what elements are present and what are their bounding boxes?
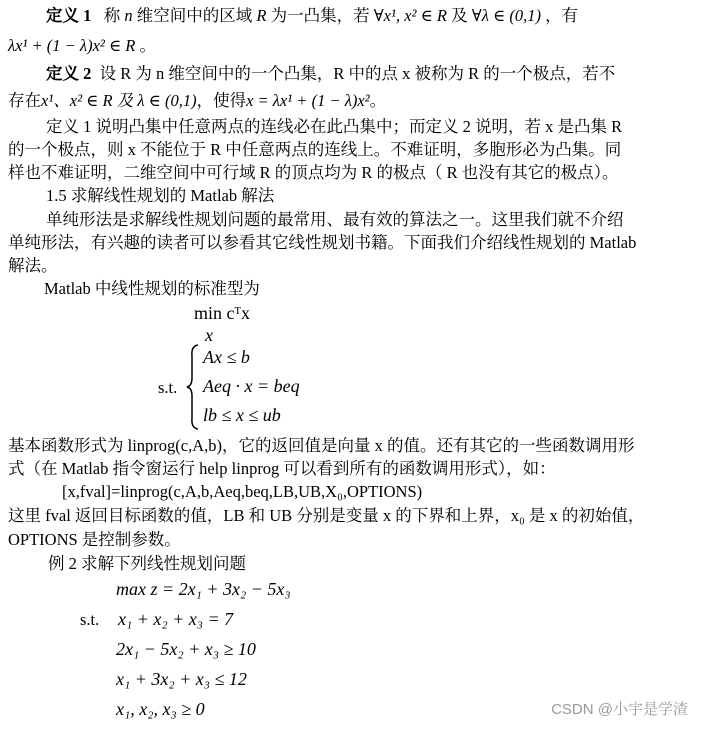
def1-text-c: 为一凸集，若 — [270, 6, 370, 25]
explain-line1: 定义 1 说明凸集中任意两点的连线必在此凸集中；而定义 2 说明，若 x 是凸集 R — [46, 117, 623, 136]
example-objective: max z = 2x₁ + 3x₂ − 5x₃ — [116, 579, 291, 599]
basic-line3: 这里 fval 返回目标函数的值，LB 和 UB 分别是变量 x 的下界和上界，x₀ 是 x 的初始值， — [8, 506, 645, 525]
watermark: CSDN @小宇是学渣 — [551, 701, 688, 718]
def2-line1 — [46, 66, 615, 83]
def1-end: 。 — [139, 36, 157, 55]
basic-code: [x,fval]=linprog(c,A,b,Aeq,beq,LB,UB,X₀,OPTIONS) — [62, 482, 423, 501]
def2-formula: x = λx¹ + (1 − λ)x² — [246, 91, 370, 110]
standard-objective: min cᵀx — [194, 303, 251, 323]
standard-c2: Aeq · x = beq — [203, 376, 300, 396]
explain-line2: 的一个极点，则 x 不能位于 R 中任意两点的连线上。不难证明，多胞形必为凸集。同 — [8, 140, 622, 159]
def1-cond1: ∀x¹, x² ∈ R — [373, 6, 448, 25]
def2-end: 。 — [369, 91, 387, 110]
section-p2: 单纯形法，有兴趣的读者可以参看其它线性规划书籍。下面我们介绍线性规划的 Matlab — [8, 233, 637, 252]
def2-line2 — [8, 93, 386, 110]
standard-under: x — [205, 325, 213, 345]
section-p1: 单纯形法是求解线性规划问题的最常用、最有效的算法之一。这里我们就不介绍 — [46, 210, 624, 229]
basic-line1: 基本函数形式为 linprog(c,A,b)，它的返回值是向量 x 的值。还有其它的一些函数调用形 — [8, 436, 635, 455]
example-c1: x₁ + x₂ + x₃ = 7 — [118, 609, 234, 629]
standard-st: s.t. — [158, 378, 178, 397]
def1-text-e: ，有 — [545, 6, 579, 25]
example-c2: 2x₁ − 5x₂ + x₃ ≥ 10 — [116, 639, 256, 659]
def1-line2 — [8, 38, 156, 55]
section-heading: 1.5 求解线性规划的 Matlab 解法 — [46, 186, 275, 205]
example-label: 例 2 求解下列线性规划问题 — [48, 554, 246, 573]
section-p4: Matlab 中线性规划的标准型为 — [44, 279, 260, 298]
def1-label: 定义 1 — [46, 6, 92, 25]
example-c4: x₁, x₂, x₃ ≥ 0 — [116, 699, 205, 719]
basic-line4: OPTIONS 是控制参数。 — [8, 530, 181, 549]
standard-c1: Ax ≤ b — [203, 347, 250, 367]
brace-icon — [186, 344, 200, 430]
example-c3: x₁ + 3x₂ + x₃ ≤ 12 — [116, 669, 247, 689]
def1-formula: λx¹ + (1 − λ)x² ∈ R — [8, 36, 136, 55]
section-p3: 解法。 — [8, 256, 58, 275]
def2-line1-text: 设 R 为 n 维空间中的一个凸集，R 中的点 x 被称为 R 的一个极点，若不 — [99, 64, 616, 83]
def1-text-d: 及 — [451, 6, 468, 25]
standard-c3: lb ≤ x ≤ ub — [203, 405, 281, 425]
explain-line3: 样也不难证明，二维空间中可行域 R 的顶点均为 R 的极点（ R 也没有其它的极点）。 — [8, 163, 619, 182]
def1-text-b: 维空间中的区域 — [136, 6, 253, 25]
def2-line2-a: 存在 — [8, 91, 41, 110]
def1-text-a: 称 — [103, 6, 121, 25]
def2-cond: x¹、x² ∈ R 及 λ ∈ (0,1) — [41, 91, 197, 110]
def1-line1 — [46, 8, 578, 25]
basic-line2: 式（在 Matlab 指令窗运行 help linprog 可以看到所有的函数调用形式），如： — [8, 459, 556, 478]
def2-label: 定义 2 — [46, 64, 92, 83]
def1-R: R — [256, 6, 267, 25]
def1-cond2: ∀λ ∈ (0,1) — [471, 6, 541, 25]
def2-line2-b: ，使得 — [196, 91, 247, 110]
def1-n: n — [124, 6, 133, 25]
example-st: s.t. — [80, 610, 100, 629]
